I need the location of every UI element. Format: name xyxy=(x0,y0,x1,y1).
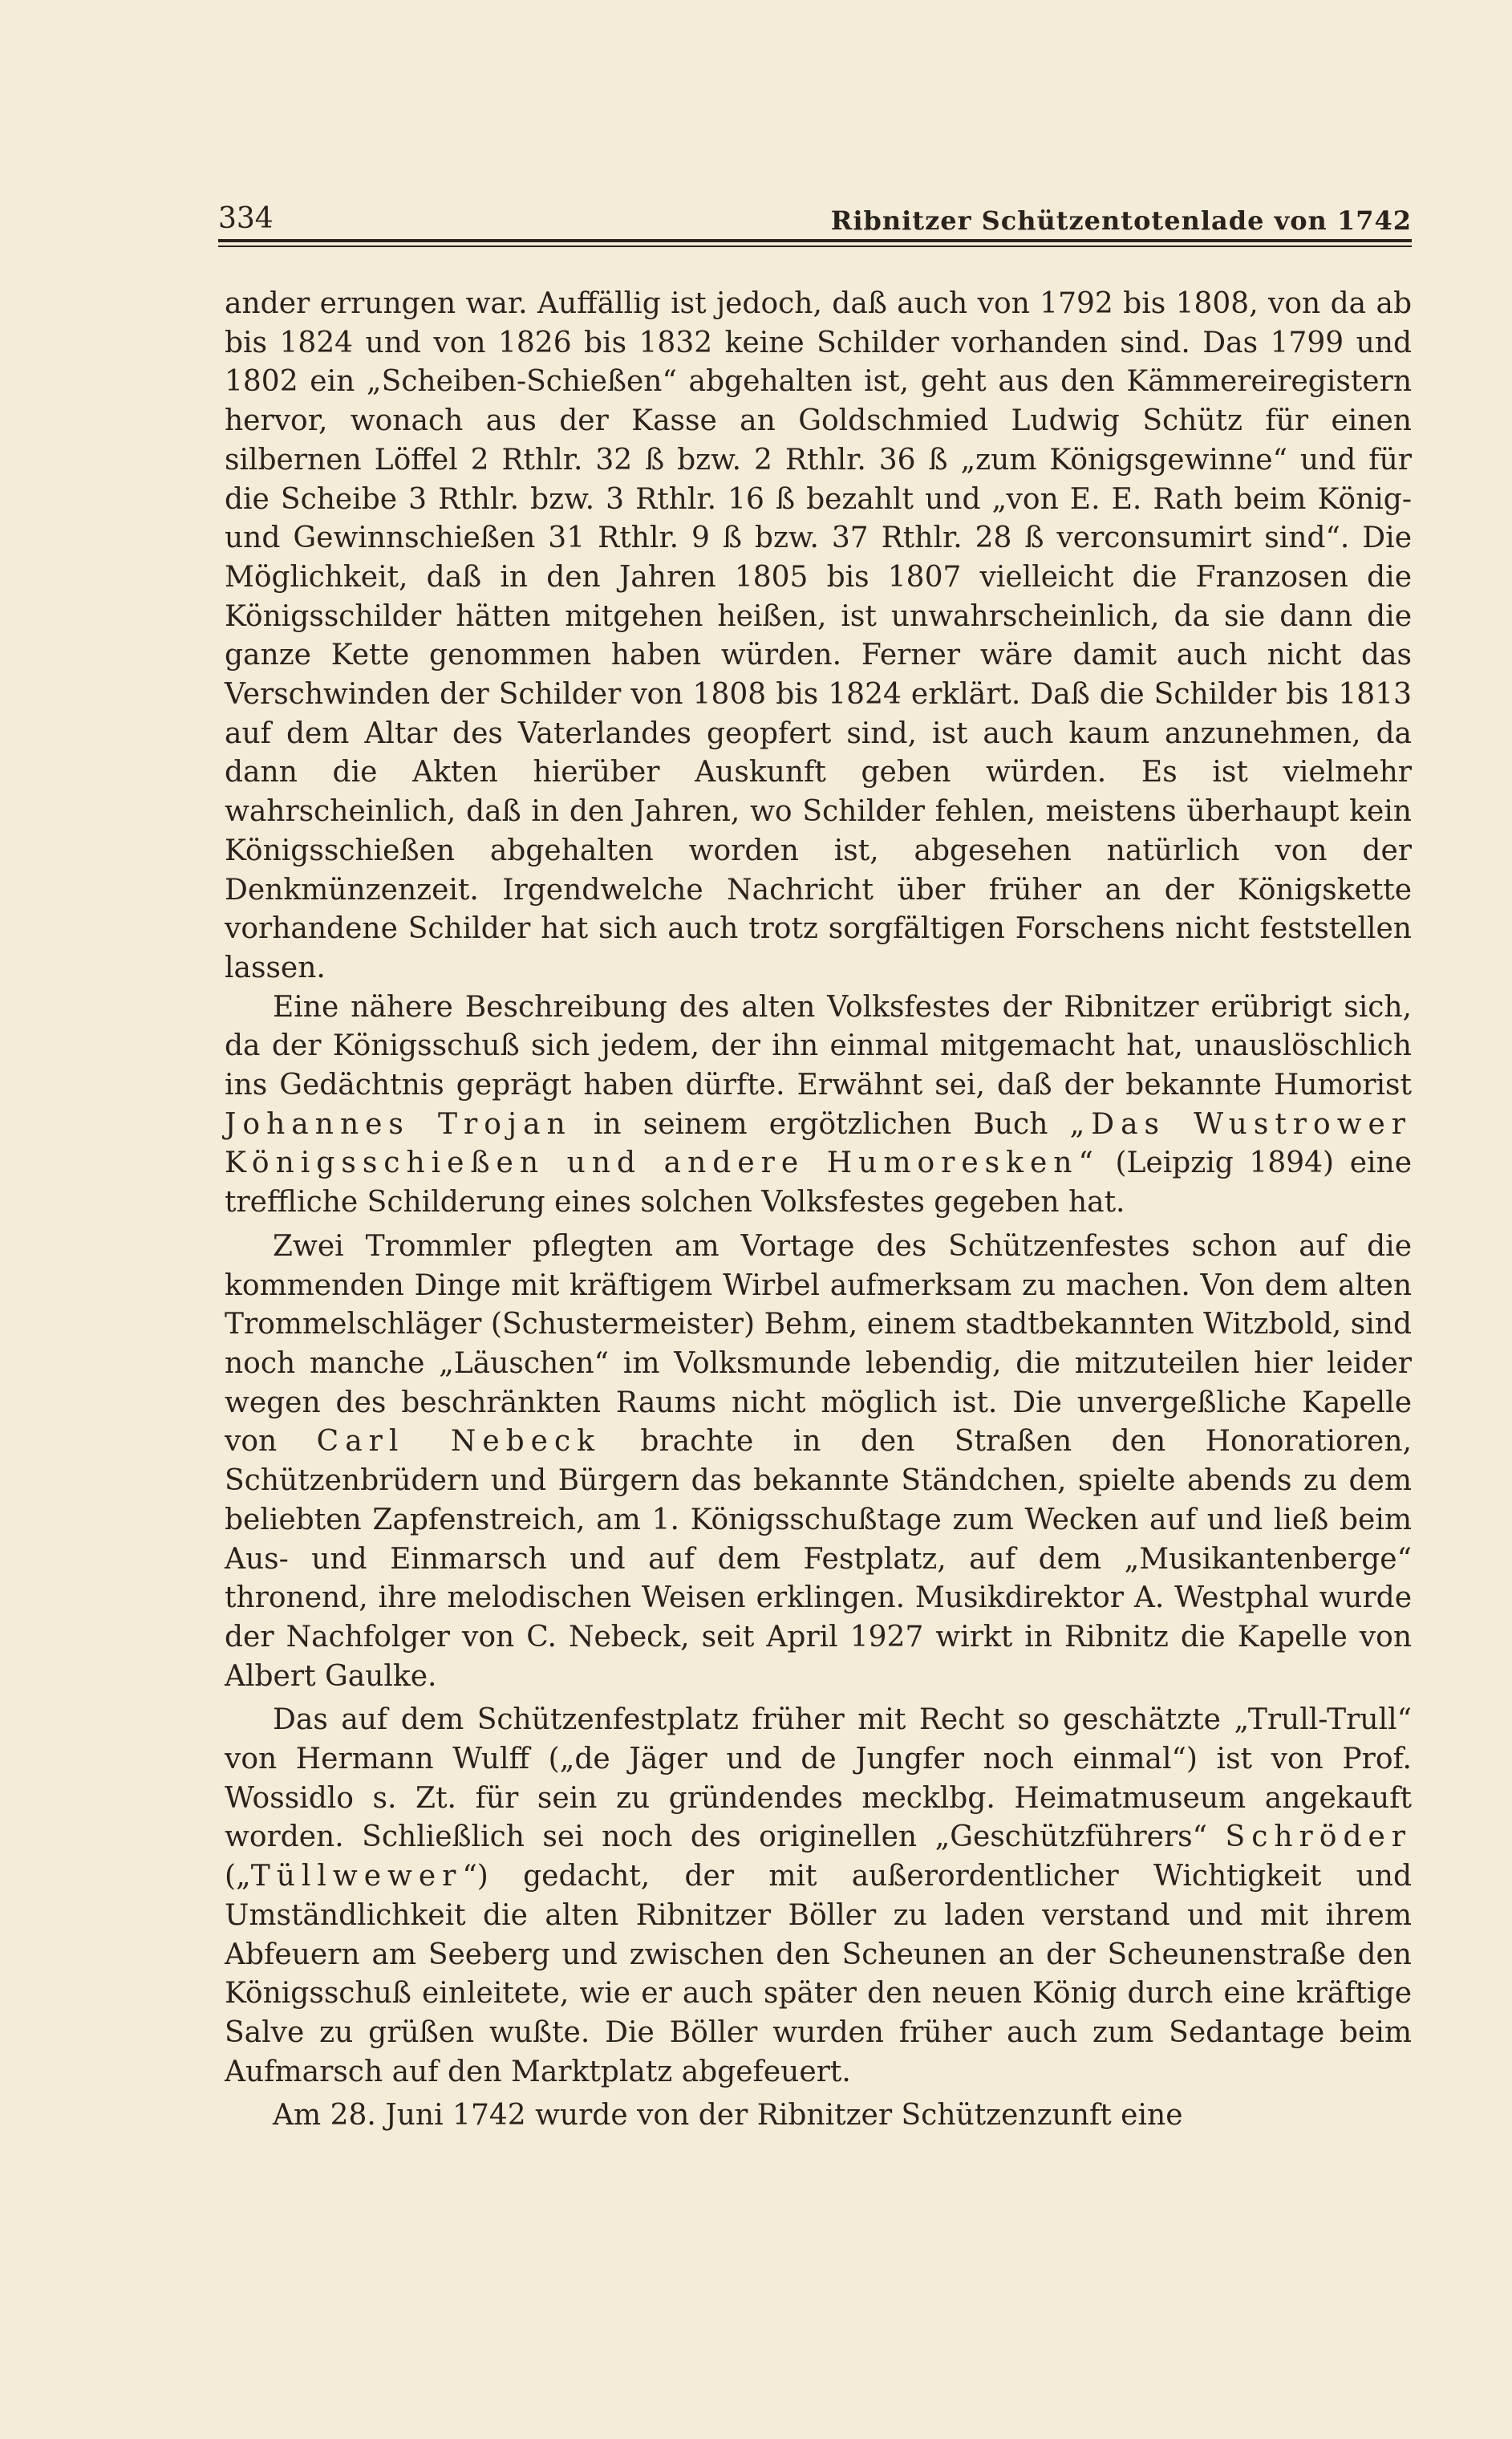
page-number: 334 xyxy=(218,202,274,235)
paragraph-3 xyxy=(225,1228,1412,1696)
paragraph-4-text-a: Das auf dem Schützenfestplatz früher mit Recht so geschätzte „Trull-Trull“ von Hermann Wulff („de Jäger und de Jungfer noch einmal“) ist von Prof. Wossidlo s. Zt. für sein zu gründendes mecklbg. Heimatmuseum angekauft worden. Schließlich sei noch des originellen „Geschützführers“ xyxy=(225,1703,1412,1854)
paragraph-3-text-b: brachte in den Straßen den Honoratioren, Schützenbrüdern und Bürgern das bekannte Ständchen, spielte abends zu dem beliebten Zapfenstreich, am 1. Königsschußtage zum Wecken auf und ließ beim Aus- und Einmarsch und auf dem Festplatz, auf dem „Musikantenberge“ thronend, ihre melodischen Weisen erklingen. Musikdirektor A. Westphal wurde der Nachfolger von C. Nebeck, seit April 1927 wirkt in Ribnitz die Kapelle von Albert Gaulke. xyxy=(225,1425,1412,1693)
spaced-name-schroeder: Schröder xyxy=(1225,1820,1412,1854)
paragraph-2 xyxy=(225,988,1412,1223)
spaced-name-nebeck: Carl Nebeck xyxy=(316,1425,601,1459)
paragraph-2-text-a: Eine nähere Beschreibung des alten Volksfestes der Ribnitzer erübrigt sich, da der Königsschuß sich jedem, der ihn einmal mitgemacht hat, unauslöschlich ins Gedächtnis geprägt haben dürfte. Erwähnt sei, daß der bekannte Humorist xyxy=(225,990,1412,1102)
paragraph-4 xyxy=(225,1701,1412,2092)
spaced-book-title: „Das Wustrower Königsschießen und andere Humoresken“ xyxy=(225,1107,1413,1180)
page-header xyxy=(218,202,1412,241)
paragraph-2-text-c: (Leipzig 1894) eine treffliche Schilderung eines solchen Volksfestes gegeben hat. xyxy=(225,1146,1412,1220)
paragraph-3-text-a: Zwei Trommler pflegten am Vortage des Schützenfestes schon auf die kommenden Dinge mit kräftigem Wirbel aufmerksam zu machen. Von dem alten Trommelschläger (Schustermeister) Behm, einem stadtbekannten Witzbold, sind noch manche „Läuschen“ im Volksmunde lebendig, die mitzuteilen hier leider wegen des beschränkten Raums nicht möglich ist. Die unvergeßliche Kapelle von xyxy=(225,1229,1412,1459)
paragraph-5 xyxy=(225,2096,1412,2136)
spaced-name-trojan: Johannes Trojan xyxy=(225,1107,572,1141)
paragraph-4-text-b: („ xyxy=(225,1860,251,1893)
header-rule-thick xyxy=(218,239,1412,242)
paragraph-2-text-b: in seinem ergötzlichen Buch xyxy=(593,1107,1048,1141)
paragraph-1 xyxy=(225,285,1412,988)
paragraph-5-text: Am 28. Juni 1742 wurde von der Ribnitzer Schützenzunft eine xyxy=(273,2099,1183,2133)
header-rule-thin xyxy=(218,246,1412,247)
paragraph-1-text: ander errungen war. Auffällig ist jedoch, daß auch von 1792 bis 1808, von da ab bis 1824 und von 1826 bis 1832 keine Schilder vorhanden sind. Das 1799 und 1802 ein „Scheiben-Schießen“ abgehalten ist, geht aus den Kämmereiregistern hervor, wonach aus der Kasse an Goldschmied Ludwig Schütz für einen silbernen Löffel 2 Rthlr. 32 ß bzw. 2 Rthlr. 36 ß „zum Königsgewinne“ und für die Scheibe 3 Rthlr. bzw. 3 Rthlr. 16 ß bezahlt und „von E. E. Rath beim König- und Gewinnschießen 31 Rthlr. 9 ß bzw. 37 Rthlr. 28 ß verconsumirt sind“. Die Möglichkeit, daß in den Jahren 1805 bis 1807 vielleicht die Franzosen die Königsschilder hätten mitgehen heißen, ist unwahrscheinlich, da sie dann die ganze Kette genommen haben würden. Ferner wäre damit auch nicht das Verschwinden der Schilder von 1808 bis 1824 erklärt. Daß die Schilder bis 1813 auf dem Altar des Vaterlandes geopfert sind, ist auch kaum anzunehmen, da dann die Akten hierüber Auskunft geben würden. Es ist vielmehr wahrscheinlich, daß in den Jahren, wo Schilder fehlen, meistens überhaupt kein Königsschießen abgehalten worden ist, abgesehen natürlich von der Denkmünzenzeit. Irgendwelche Nachricht über früher an der Königskette vorhandene Schilder hat sich auch trotz sorgfältigen Forschens nicht feststellen lassen. xyxy=(225,287,1412,984)
spaced-name-tuellwewer: Tüllwewer xyxy=(250,1860,463,1893)
body-text xyxy=(225,285,1412,2136)
running-title: Ribnitzer Schützentotenlade von 1742 xyxy=(830,205,1412,236)
paragraph-4-text-c: “) gedacht, der mit außerordentlicher Wichtigkeit und Umständlichkeit die alten Ribnitzer Böller zu laden verstand und mit ihrem Abfeuern am Seeberg und zwischen den Scheunen an der Scheunenstraße den Königsschuß einleitete, wie er auch später den neuen König durch eine kräftige Salve zu grüßen wußte. Die Böller wurden früher auch zum Sedantage beim Aufmarsch auf den Marktplatz abgefeuert. xyxy=(225,1860,1412,2088)
